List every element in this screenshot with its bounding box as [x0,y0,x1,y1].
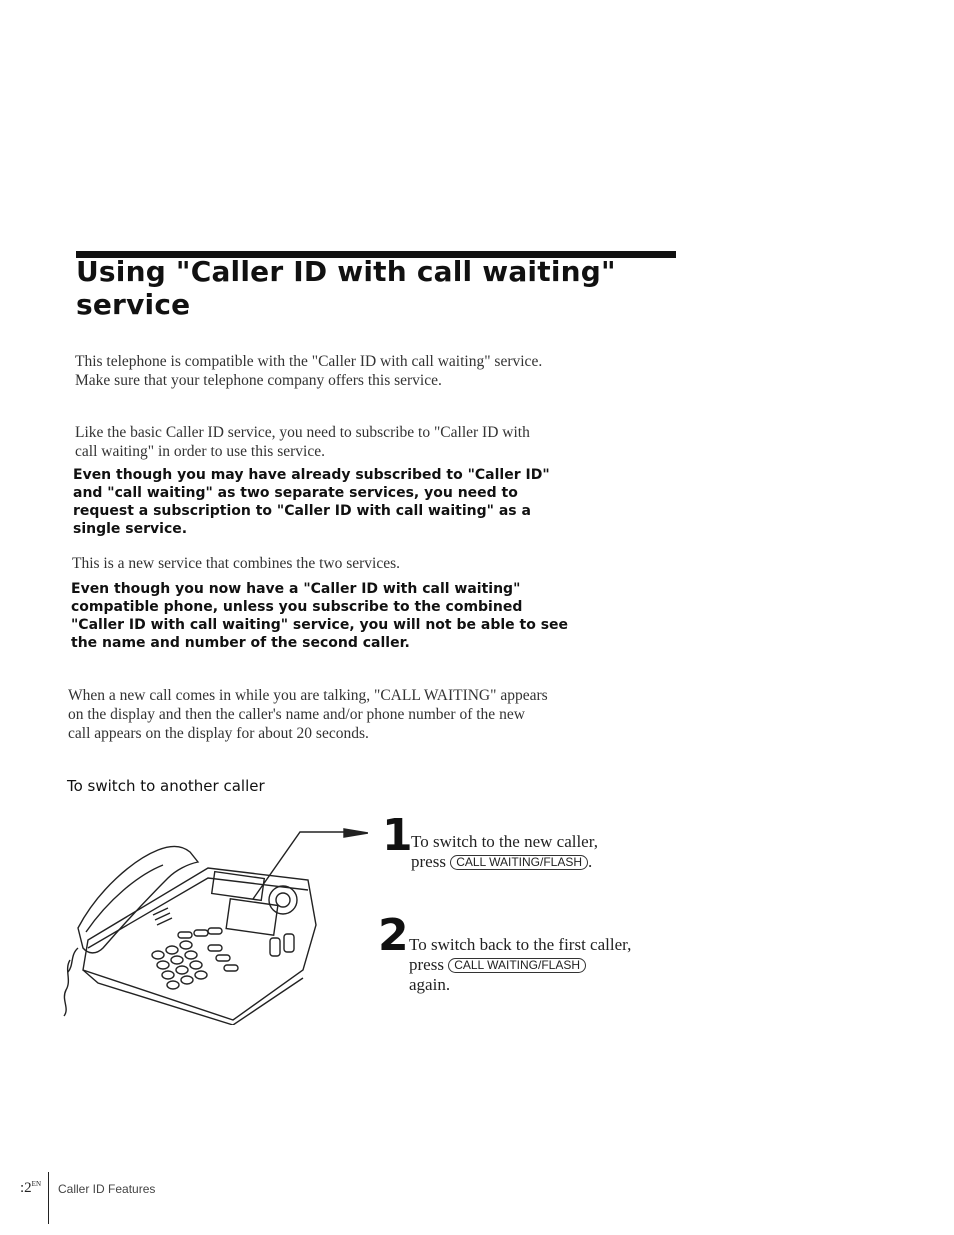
step-2-text [409,935,631,995]
step-1-suffix: . [588,852,593,871]
new-service-paragraph: This is a new service that combines the two services. [72,555,400,572]
intro-paragraph: This telephone is compatible with the "Caller ID with call waiting" service. Make sure that your telephone company offers this service. [75,353,543,389]
subscription-notice: Even though you may have already subscribed to "Caller ID" and "call waiting" as two separate services, you need to request a subscription to "Caller ID with call waiting" as a single service. [73,467,550,537]
step-2-line3: again. [409,975,451,994]
step-1-press: press [411,852,446,871]
compatibility-notice: Even though you now have a "Caller ID with call waiting" compatible phone, unless you subscribe to the combined "Caller ID with call waiting" service, you will not be able to see the name and number of the second caller. [71,581,569,651]
call-waiting-flash-key: CALL WAITING/FLASH [450,855,588,870]
page-number: $:2^{EN}$ [20,1180,42,1196]
page-title-line2: service [76,288,191,321]
step-1-number: 1 [382,810,413,861]
step-2-press: press [409,955,444,974]
footer-divider [48,1172,49,1224]
step-1-line1: To switch to the new caller, [411,832,598,851]
page-title-line1: Using "Caller ID with call waiting" [76,255,616,288]
page-title [76,255,696,321]
step-1-text [411,832,598,872]
step-2-line1: To switch back to the first caller, [409,935,632,954]
step-2-number: 2 [378,910,409,961]
section-subheading: To switch to another caller [67,777,265,795]
telephone-illustration-icon [58,820,368,1025]
footer-section-label: Caller ID Features [58,1182,156,1196]
subscribe-paragraph: Like the basic Caller ID service, you need to subscribe to "Caller ID with call waiting" in order to use this service. [75,424,530,460]
call-waiting-paragraph: When a new call comes in while you are talking, "CALL WAITING" appears on the display and then the caller's name and/or phone number of the new call appears on the display for about 20 seconds. [68,687,548,742]
call-waiting-flash-key: CALL WAITING/FLASH [448,958,586,973]
